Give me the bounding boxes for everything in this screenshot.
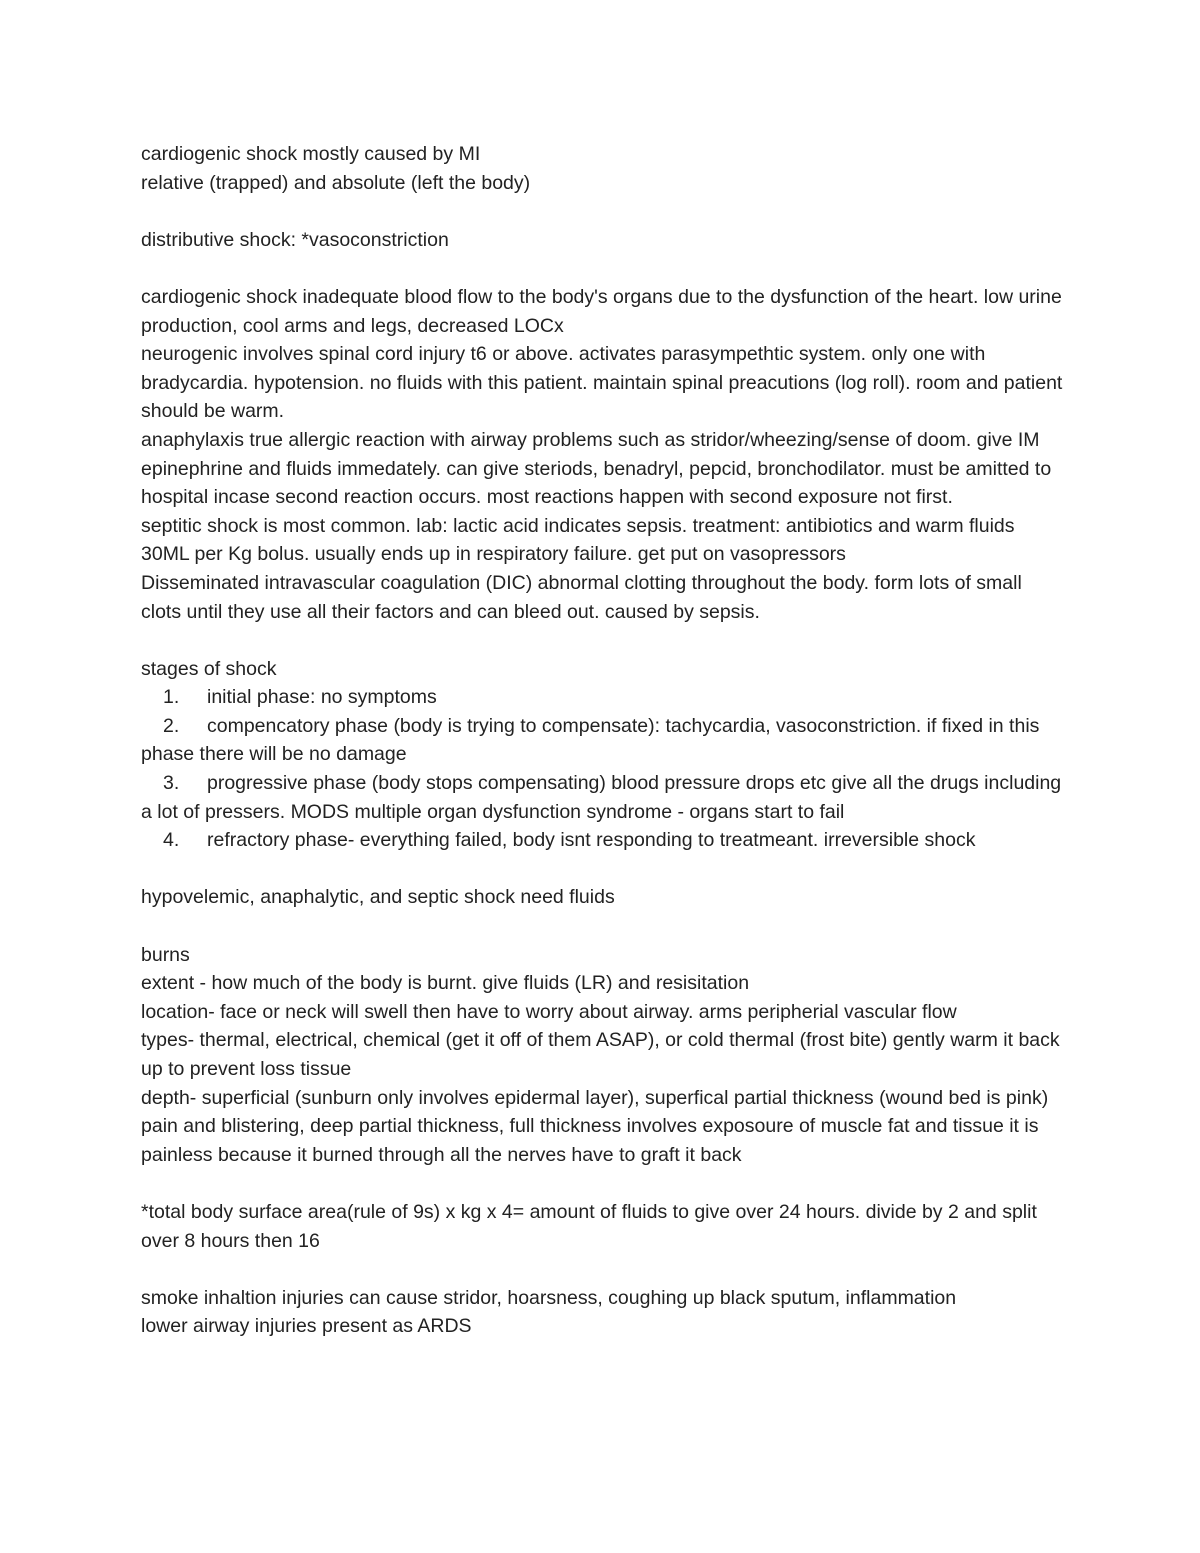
text-line: distributive shock: *vasoconstriction [141,228,449,251]
list-number: 4. [163,829,180,852]
burns-heading: burns [141,943,190,966]
list-item [141,683,1066,712]
list-item-text: initial phase: no symptoms [207,686,437,709]
paragraph-anaphylaxis: anaphylaxis true allergic reaction with airway problems such as stridor/wheezing/sense of doom. give IM epinephrine and fluids immedately. can give steriods, benadryl, pepcid, bronchodilator. must be amitted to hospital incase second reaction occurs. most reactions happen with second exposure not first. [141,428,1052,509]
burns-location: location- face or neck will swell then have to worry about airway. arms peripherial vascular flow [141,1000,957,1023]
text-line: lower airway injuries present as ARDS [141,1315,472,1338]
list-item-text: refractory phase- everything failed, body isnt responding to treatmeant. irreversible shock [207,829,976,852]
fluids-note: hypovelemic, anaphalytic, and septic shock need fluids [141,886,615,909]
document-page [141,140,1066,1341]
stages-heading: stages of shock [141,657,277,680]
paragraph-dic: Disseminated intravascular coagulation (DIC) abnormal clotting throughout the body. form lots of small clots until they use all their factors and can bleed out. caused by sepsis. [141,571,1022,623]
burns-depth: depth- superficial (sunburn only involves epidermal layer), superfical partial thickness (wound bed is pink) pain and blistering, deep partial thickness, full thickness involves exposoure of muscle fat and tissue it is painless because it burned through all the nerves have to graft it back [141,1086,1049,1166]
paragraph-septic: septitic shock is most common. lab: lactic acid indicates sepsis. treatment: antibiotics and warm fluids 30ML per Kg bolus. usually ends up in respiratory failure. get put on vasopressors [141,514,1015,566]
list-item-text: progressive phase (body stops compensating) blood pressure drops etc give all the drugs including a lot of pressers. MODS multiple organ dysfunction syndrome - organs start to fail [141,772,1062,823]
list-item-text: compencatory phase (body is trying to compensate): tachycardia, vasoconstriction. if fixed in this phase there will be no damage [141,714,1040,766]
fluid-formula: *total body surface area(rule of 9s) x kg x 4= amount of fluids to give over 24 hours. divide by 2 and split over 8 hours then 16 [141,1200,1037,1252]
list-item [141,712,1066,769]
text-line: cardiogenic shock mostly caused by MI [141,143,481,165]
list-item [141,769,1066,826]
text-line: relative (trapped) and absolute (left the body) [141,171,531,194]
burns-types: types- thermal, electrical, chemical (get it off of them ASAP), or cold thermal (frost bite) gently warm it back up to prevent loss tissue [141,1029,1060,1080]
stages-list [141,683,1066,855]
blank-line [141,254,1066,283]
blank-line [141,855,1066,884]
list-item [141,826,1066,855]
blank-line [141,197,1066,226]
blank-line [141,912,1066,941]
blank-line [141,1169,1066,1198]
blank-line [141,1255,1066,1284]
blank-line [141,626,1066,655]
list-number: 1. [163,686,180,709]
text-line: smoke inhaltion injuries can cause stridor, hoarsness, coughing up black sputum, inflammation [141,1286,957,1309]
list-number: 3. [163,772,180,795]
paragraph-cardiogenic: cardiogenic shock inadequate blood flow to the body's organs due to the dysfunction of the heart. low urine production, cool arms and legs, decreased LOCx [141,285,1062,337]
list-number: 2. [163,714,180,737]
paragraph-neurogenic: neurogenic involves spinal cord injury t6 or above. activates parasympethtic system. only one with bradycardia. hypotension. no fluids with this patient. maintain spinal preacutions (log roll). room and patient should be warm. [141,343,1063,423]
burns-extent: extent - how much of the body is burnt. give fluids (LR) and resisitation [141,972,750,995]
